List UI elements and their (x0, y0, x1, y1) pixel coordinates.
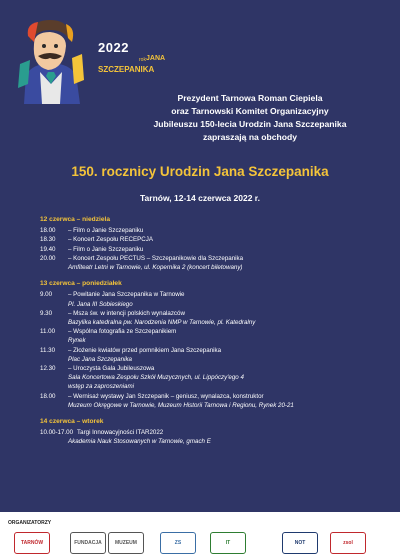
schedule-event (40, 327, 380, 336)
event-time: 11.00 (40, 328, 56, 336)
schedule-day (40, 417, 380, 447)
event-title: Targi Innowacyjności ITAR2022 (77, 429, 164, 437)
organizer-logo: TARNÓW (14, 532, 50, 554)
year-label: 2022 (98, 40, 129, 55)
day-heading: 12 czerwca – niedziela (40, 216, 111, 223)
schedule-event (40, 428, 380, 437)
schedule-event (40, 245, 380, 254)
event-location: Plac Jana Szczepanika (68, 355, 132, 363)
day-heading: 14 czerwca – wtorek (40, 418, 104, 426)
schedule-event (40, 254, 380, 263)
jubilee-logo (98, 40, 208, 74)
event-time: 11.30 (40, 346, 56, 354)
schedule-event (40, 290, 380, 299)
event-title: – Koncert Zespołu RECEPCJA (68, 236, 153, 244)
day-heading: 13 czerwca – poniedziałek (40, 280, 122, 288)
event-time: 18.00 (40, 227, 56, 235)
schedule-event (40, 235, 380, 244)
event-title: – Powitanie Jana Szczepanika w Tarnowie (68, 291, 185, 299)
invitation-line: zapraszają na obchody (202, 132, 298, 142)
invitation-line: Jubileuszu 150-lecia Urodzin Jana Szczepanika (153, 119, 347, 129)
organizer-logo: zsol (330, 532, 366, 554)
organizers-label: ORGANIZATORZY (8, 520, 52, 526)
event-time: 20.00 (40, 254, 56, 262)
organizer-logo: IT (210, 532, 246, 554)
event-location: Rynek (68, 337, 86, 345)
invitation-line: oraz Tarnowski Komitet Organizacyjny (171, 106, 329, 116)
invitation-text (130, 92, 370, 144)
event-title: – Film o Janie Szczepaniku (68, 227, 144, 235)
event-location: Bazylika katedralna pw. Narodzenia NMP w Tarnowie, pl. Katedralny (68, 319, 256, 327)
schedule-event (40, 309, 380, 318)
organizer-logo: FUNDACJA (70, 532, 106, 554)
event-location: Amfiteatr Letni w Tarnowie, ul. Kopernika 2 (koncert biletowany) (68, 264, 243, 272)
organizer-logo: ZS (160, 532, 196, 554)
event-title: – Koncert Zespołu PECTUS – Szczepanikowie dla Szczepanika (68, 254, 244, 262)
szczepanika-label: SZCZEPANIKA (98, 65, 155, 74)
event-time: 9.30 (40, 309, 53, 317)
rok-label: rok (139, 57, 146, 63)
event-location: Muzeum Okręgowe w Tarnowie, Muzeum Historii Tarnowa i Regionu, Rynek 20-21 (68, 401, 294, 409)
event-time: 18.30 (40, 236, 56, 244)
event-title: – Msza św. w intencji polskich wynalazców (68, 309, 185, 317)
event-time: 18.00 (40, 392, 56, 400)
event-location: Sala Koncertowa Zespołu Szkół Muzycznych, ul. Lippóczy'ego 4 (68, 374, 244, 382)
event-location: Pl. Jana III Sobieskiego (68, 300, 133, 308)
portrait-illustration (16, 14, 86, 104)
organizer-logo: MUZEUM (108, 532, 144, 554)
event-title: – Wspólna fotografia ze Szczepanikiem (68, 328, 177, 336)
event-location: Akademia Nauk Stosowanych w Tarnowie, gmach E (68, 438, 211, 446)
schedule (40, 215, 380, 454)
event-title: – Złożenie kwiatów przed pomnikiem Jana Szczepanika (68, 346, 222, 354)
event-title: – Uroczysta Gala Jubileuszowa (68, 365, 155, 373)
invitation-line: Prezydent Tarnowa Roman Ciepiela (177, 93, 323, 103)
schedule-day (40, 279, 380, 410)
schedule-event (40, 392, 380, 401)
schedule-event (40, 226, 380, 235)
event-location: wstęp za zaproszeniami (68, 383, 135, 391)
event-title: – Wernisaż wystawy Jan Szczepanik – geniusz, wynalazca, konstruktor (68, 392, 264, 400)
event-time: 9.00 (40, 291, 53, 299)
event-time: 12.30 (40, 365, 56, 373)
event-title: – Film o Janie Szczepaniku (68, 245, 144, 253)
schedule-event (40, 364, 380, 373)
organizers-strip (0, 512, 400, 560)
schedule-day (40, 215, 380, 272)
schedule-event (40, 346, 380, 355)
place-date: Tarnów, 12-14 czerwca 2022 r. (139, 193, 260, 203)
event-time: 19.40 (40, 245, 56, 253)
jana-label: JANA (146, 55, 166, 62)
main-title: 150. rocznicy Urodzin Jana Szczepanika (71, 164, 329, 179)
organizer-logo: NOT (282, 532, 318, 554)
event-time: 10.00-17.00 (40, 429, 74, 437)
